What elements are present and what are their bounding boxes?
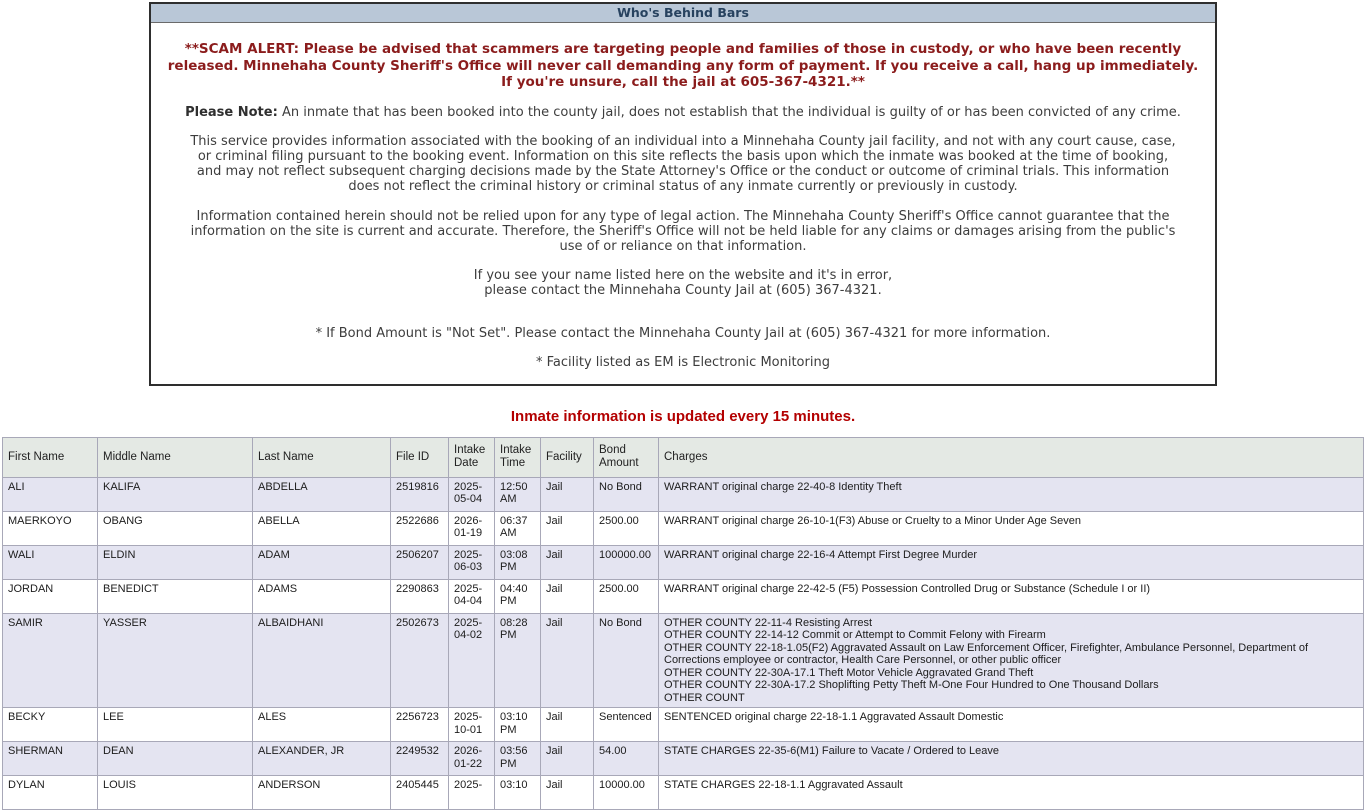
charge-line: OTHER COUNTY 22-30A-17.1 Theft Motor Vehicle Aggravated Grand Theft <box>664 666 1034 679</box>
cell-facility: Jail <box>541 742 594 776</box>
table-row <box>3 477 1364 511</box>
col-charges: Charges <box>659 437 1364 477</box>
cell-intake-date: 2025- <box>449 776 495 810</box>
cell-bond-amount: 100000.00 <box>594 545 659 579</box>
cell-last-name: ABELLA <box>253 511 391 545</box>
cell-intake-time: 03:10 PM <box>495 708 541 742</box>
cell-file-id: 2249532 <box>391 742 449 776</box>
cell-first-name: SAMIR <box>3 613 98 708</box>
cell-intake-time: 03:56 PM <box>495 742 541 776</box>
cell-first-name: ALI <box>3 477 98 511</box>
cell-intake-date: 2026-01-22 <box>449 742 495 776</box>
table-row <box>3 613 1364 708</box>
update-notice: Inmate information is updated every 15 minutes. <box>510 407 856 425</box>
cell-last-name: ALBAIDHANI <box>253 613 391 708</box>
cell-last-name: ALES <box>253 708 391 742</box>
please-note-label: Please Note: <box>185 104 278 120</box>
page-title: Who's Behind Bars <box>151 4 1215 23</box>
please-note-paragraph <box>185 105 1181 120</box>
col-facility: Facility <box>541 437 594 477</box>
error-contact-paragraph <box>185 268 1181 298</box>
charge-line: OTHER COUNTY 22-18-1.05(F2) Aggravated Assault on Law Enforcement Officer, Firefighter, Ambulance Personnel, Department of Corrections employee or contractor, Health Care Personnel, or other public officer <box>664 641 1309 667</box>
cell-charges <box>659 579 1364 613</box>
legal-disclaimer-paragraph: Information contained herein should not be relied upon for any type of legal action. The Minnehaha County Sheriff's Office cannot guarantee that the information on the site is current and accurate. Therefore, the Sheriff's Office will not be held liable for any claims or damages arising from the public's use of or reliance on that information. <box>190 208 1176 254</box>
cell-middle-name: BENEDICT <box>98 579 253 613</box>
cell-first-name: WALI <box>3 545 98 579</box>
cell-last-name: ABDELLA <box>253 477 391 511</box>
notice-panel-body <box>151 23 1215 384</box>
cell-charges <box>659 708 1364 742</box>
cell-intake-date: 2025-04-04 <box>449 579 495 613</box>
cell-intake-date: 2025-06-03 <box>449 545 495 579</box>
charge-line: STATE CHARGES 22-35-6(M1) Failure to Vacate / Ordered to Leave <box>664 745 1000 758</box>
cell-last-name: ALEXANDER, JR <box>253 742 391 776</box>
cell-intake-time: 06:37 AM <box>495 511 541 545</box>
cell-first-name: JORDAN <box>3 579 98 613</box>
charge-line: STATE CHARGES 22-18-1.1 Aggravated Assault <box>664 779 903 792</box>
table-row <box>3 742 1364 776</box>
please-note-text: An inmate that has been booked into the county jail, does not establish that the individual is guilty of or has been convicted of any crime. <box>281 104 1181 120</box>
cell-middle-name: ELDIN <box>98 545 253 579</box>
cell-first-name: DYLAN <box>3 776 98 810</box>
bond-note: * If Bond Amount is "Not Set". Please contact the Minnehaha County Jail at (605) 367-4321 for more information. <box>315 325 1051 341</box>
cell-charges <box>659 477 1364 511</box>
cell-file-id: 2405445 <box>391 776 449 810</box>
col-middle-name: Middle Name <box>98 437 253 477</box>
cell-intake-date: 2026-01-19 <box>449 511 495 545</box>
scam-alert-text: **SCAM ALERT: Please be advised that scammers are targeting people and families of those in custody, or who have been recently released. Minnehaha County Sheriff's Office will never call demanding any form of payment. If you receive a call, hang up immediately. If you're unsure, call the jail at 605-367-4321.** <box>167 41 1199 90</box>
cell-file-id: 2506207 <box>391 545 449 579</box>
cell-first-name: MAERKOYO <box>3 511 98 545</box>
cell-intake-time: 12:50 AM <box>495 477 541 511</box>
cell-middle-name: KALIFA <box>98 477 253 511</box>
cell-last-name: ANDERSON <box>253 776 391 810</box>
cell-facility: Jail <box>541 579 594 613</box>
error-contact-line1: If you see your name listed here on the website and it's in error, <box>473 268 893 284</box>
cell-charges <box>659 545 1364 579</box>
cell-middle-name: YASSER <box>98 613 253 708</box>
table-row <box>3 579 1364 613</box>
col-bond-amount: Bond Amount <box>594 437 659 477</box>
cell-charges <box>659 776 1364 810</box>
cell-facility: Jail <box>541 613 594 708</box>
cell-intake-time: 08:28 PM <box>495 613 541 708</box>
cell-bond-amount: 2500.00 <box>594 511 659 545</box>
cell-bond-amount: 10000.00 <box>594 776 659 810</box>
cell-bond-amount: Sentenced <box>594 708 659 742</box>
cell-intake-time: 03:10 <box>495 776 541 810</box>
service-info-paragraph: This service provides information associated with the booking of an individual into a Minnehaha County jail facility, and not with any court cause, case, or criminal filing pursuant to the booking event. Information on this site reflects the basis upon which the inmate was booked at the time of booking, and may not reflect subsequent charging decisions made by the State Attorney's Office or the conduct or outcome of criminal trials. This information does not reflect the criminal history or criminal status of any inmate currently or previously in custody. <box>190 133 1176 195</box>
charge-line: SENTENCED original charge 22-18-1.1 Aggravated Assault Domestic <box>664 711 1004 724</box>
table-header-row <box>3 437 1364 477</box>
cell-file-id: 2290863 <box>391 579 449 613</box>
cell-facility: Jail <box>541 776 594 810</box>
cell-middle-name: OBANG <box>98 511 253 545</box>
cell-file-id: 2256723 <box>391 708 449 742</box>
error-contact-line2: please contact the Minnehaha County Jail at (605) 367-4321. <box>484 283 882 299</box>
charge-line: OTHER COUNT <box>664 691 745 704</box>
cell-facility: Jail <box>541 708 594 742</box>
cell-bond-amount: 54.00 <box>594 742 659 776</box>
table-row <box>3 776 1364 810</box>
cell-file-id: 2502673 <box>391 613 449 708</box>
charge-line: OTHER COUNTY 22-14-12 Commit or Attempt to Commit Felony with Firearm <box>664 629 1046 642</box>
inmate-table-body <box>3 477 1364 810</box>
cell-last-name: ADAM <box>253 545 391 579</box>
cell-charges <box>659 613 1364 708</box>
cell-intake-date: 2025-05-04 <box>449 477 495 511</box>
notice-panel <box>149 2 1217 386</box>
cell-bond-amount: No Bond <box>594 613 659 708</box>
cell-intake-time: 03:08 PM <box>495 545 541 579</box>
cell-charges <box>659 511 1364 545</box>
cell-bond-amount: No Bond <box>594 477 659 511</box>
cell-last-name: ADAMS <box>253 579 391 613</box>
col-file-id: File ID <box>391 437 449 477</box>
table-row <box>3 708 1364 742</box>
cell-bond-amount: 2500.00 <box>594 579 659 613</box>
cell-intake-date: 2025-04-02 <box>449 613 495 708</box>
charge-line: WARRANT original charge 22-42-5 (F5) Possession Controlled Drug or Substance (Schedule I or II) <box>664 582 1151 595</box>
cell-facility: Jail <box>541 477 594 511</box>
cell-middle-name: DEAN <box>98 742 253 776</box>
table-row <box>3 511 1364 545</box>
col-intake-date: Intake Date <box>449 437 495 477</box>
col-intake-time: Intake Time <box>495 437 541 477</box>
charge-line: WARRANT original charge 26-10-1(F3) Abuse or Cruelty to a Minor Under Age Seven <box>664 514 1081 527</box>
cell-charges <box>659 742 1364 776</box>
cell-middle-name: LOUIS <box>98 776 253 810</box>
charge-line: WARRANT original charge 22-40-8 Identity Theft <box>664 480 902 493</box>
cell-file-id: 2522686 <box>391 511 449 545</box>
cell-facility: Jail <box>541 545 594 579</box>
charge-line: OTHER COUNTY 22-30A-17.2 Shoplifting Petty Theft M-One Four Hundred to One Thousand Dollars <box>664 679 1159 692</box>
charge-line: WARRANT original charge 22-16-4 Attempt First Degree Murder <box>664 548 978 561</box>
cell-intake-time: 04:40 PM <box>495 579 541 613</box>
cell-first-name: SHERMAN <box>3 742 98 776</box>
col-last-name: Last Name <box>253 437 391 477</box>
facility-note: * Facility listed as EM is Electronic Monitoring <box>536 354 830 370</box>
charge-line: OTHER COUNTY 22-11-4 Resisting Arrest <box>664 616 873 629</box>
col-first-name: First Name <box>3 437 98 477</box>
cell-file-id: 2519816 <box>391 477 449 511</box>
cell-first-name: BECKY <box>3 708 98 742</box>
cell-intake-date: 2025-10-01 <box>449 708 495 742</box>
cell-middle-name: LEE <box>98 708 253 742</box>
cell-facility: Jail <box>541 511 594 545</box>
inmate-table <box>2 437 1364 810</box>
table-row <box>3 545 1364 579</box>
